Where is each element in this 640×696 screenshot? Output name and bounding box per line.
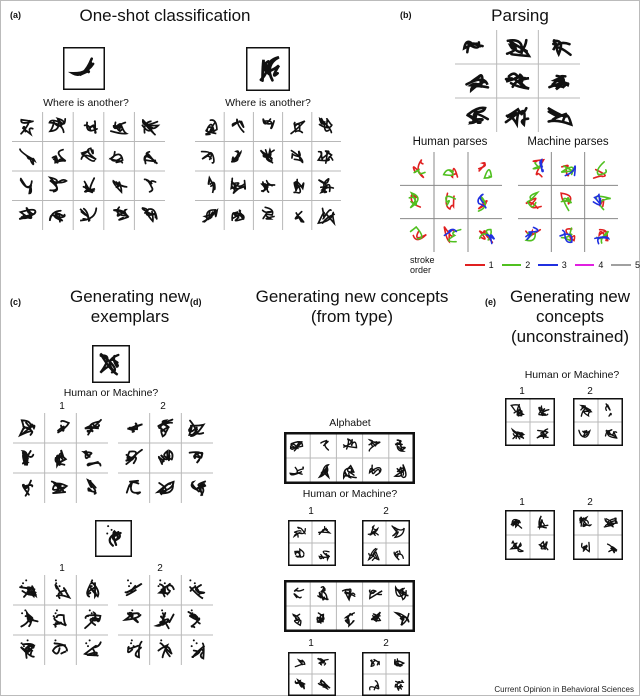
type-grid-1-option-2 (362, 520, 410, 566)
glyph-stroke (444, 170, 453, 175)
legend-swatch-5 (611, 264, 631, 266)
glyph-stroke (294, 594, 301, 598)
glyph-dot (90, 582, 92, 584)
glyph-dot (191, 609, 193, 611)
glyph-dot (55, 612, 57, 614)
type-grid-2-option-2 (362, 652, 410, 696)
glyph-stroke (295, 681, 304, 688)
legend-3: 3 (561, 260, 567, 270)
glyph-stroke (392, 526, 397, 536)
glyph-stroke (291, 121, 305, 134)
glyph-stroke (324, 441, 329, 450)
legend-swatch-3 (538, 264, 558, 266)
journal-footer: Current Opinion in Behavioral Sciences (494, 685, 634, 694)
unconstrained-grid-1-option-2 (573, 398, 623, 446)
legend-5: 5 (634, 260, 640, 270)
panel-e-title-line1: Generating new (509, 287, 631, 306)
candidate-grid-right (195, 112, 341, 230)
glyph-dot (58, 645, 60, 647)
glyph-dot (164, 615, 166, 617)
glyph-dot (194, 582, 196, 584)
panel-d-label: (d) (190, 297, 202, 307)
panel-d-option-2: 2 (383, 506, 389, 517)
glyph-dot (130, 582, 132, 584)
panel-d-option-1b: 1 (308, 638, 314, 649)
glyph-stroke (159, 428, 168, 437)
glyph-stroke (484, 170, 491, 178)
alphabet-grid-1 (284, 432, 415, 484)
machine-parses-label: Machine parses (527, 136, 609, 148)
glyph-dot (21, 612, 23, 614)
glyph-stroke (21, 179, 32, 187)
human-parses-grid (400, 152, 502, 252)
type-grid-2-option-1 (288, 652, 336, 696)
panel-d-option-2b: 2 (383, 638, 389, 649)
glyph-dot (194, 585, 196, 587)
glyph-stroke (479, 163, 486, 171)
panel-e-label: (e) (485, 297, 496, 307)
glyph-dot (192, 615, 194, 617)
grid-border (64, 48, 105, 90)
glyph-stroke (395, 684, 401, 690)
glyph-stroke (295, 660, 304, 667)
legend-4: 4 (598, 260, 604, 270)
panel-d-title-line2: (from type) (310, 307, 394, 326)
glyph-dot (159, 579, 161, 581)
glyph-dot (160, 639, 162, 641)
glyph-stroke (111, 158, 121, 162)
glyph-dot (191, 645, 193, 647)
panel-e-title-line2: concepts (535, 307, 605, 326)
glyph-stroke (88, 480, 96, 488)
panel-c-option-1b: 1 (59, 563, 65, 574)
glyph-dot (130, 615, 132, 617)
panel-a-prompt-right: Where is another? (225, 97, 311, 109)
legend-swatch-2 (502, 264, 522, 266)
legend-2: 2 (525, 260, 531, 270)
stroke-order-legend (410, 255, 640, 275)
glyph-dot (161, 609, 163, 611)
glyph-stroke (190, 452, 202, 457)
glyph-dot (59, 585, 61, 587)
panel-d-prompt: Human or Machine? (302, 488, 398, 500)
target-character-left (63, 47, 105, 90)
glyph-stroke (520, 111, 528, 125)
glyph-dot (131, 609, 133, 611)
exemplar-grid-1-option-2 (118, 413, 213, 503)
glyph-dot (87, 645, 89, 647)
glyph-stroke (593, 194, 600, 205)
glyph-dot (111, 529, 113, 531)
glyph-stroke (148, 212, 153, 222)
glyph-dot (106, 533, 108, 535)
glyph-stroke (200, 644, 204, 659)
unconstrained-grid-1-option-1 (505, 398, 555, 446)
glyph-dot (191, 612, 193, 614)
glyph-dot (27, 639, 29, 641)
glyph-dot (91, 585, 93, 587)
glyph-dot (164, 582, 166, 584)
glyph-dot (55, 579, 57, 581)
glyph-dot (193, 639, 195, 641)
panel-e-title-line3: (unconstrained) (510, 327, 630, 346)
panel-e-option-1b: 1 (519, 497, 525, 508)
glyph-stroke (192, 482, 199, 492)
glyph-dot (91, 579, 93, 581)
glyph-dot (21, 642, 23, 644)
glyph-stroke (202, 152, 212, 160)
panel-c-option-2: 2 (160, 401, 166, 412)
glyph-dot (55, 582, 57, 584)
glyph-stroke (606, 404, 610, 410)
exemplar-grid-2-option-2 (118, 575, 213, 665)
glyph-stroke (609, 413, 611, 416)
glyph-dot (54, 642, 56, 644)
panel-a-label: (a) (10, 10, 21, 20)
glyph-dot (24, 609, 26, 611)
legend-1: 1 (488, 260, 494, 270)
exemplar-grid-1-option-1 (13, 413, 108, 503)
exemplar-target-2 (95, 520, 132, 557)
legend-label: stroke order (410, 255, 435, 275)
glyph-dot (21, 585, 23, 587)
glyph-stroke (84, 451, 92, 458)
panel-d-title-line1: Generating new concepts (255, 287, 449, 306)
glyph-dot (87, 615, 89, 617)
glyph-dot (130, 642, 132, 644)
legend-swatch-1 (465, 264, 485, 266)
machine-parses-grid (518, 152, 618, 252)
glyph-stroke (295, 588, 304, 591)
candidate-grid-left (12, 112, 165, 230)
glyph-stroke (582, 542, 590, 551)
panel-a-title: One-shot classification (79, 6, 251, 25)
glyph-dot (133, 645, 135, 647)
glyph-dot (91, 612, 93, 614)
glyph-dot (22, 582, 24, 584)
exemplar-grid-2-option-1 (13, 575, 108, 665)
legend-swatch-4 (575, 264, 595, 266)
unconstrained-grid-2-option-1 (505, 510, 555, 560)
type-grid-1-option-1 (288, 520, 336, 566)
glyph-dot (189, 579, 191, 581)
glyph-dot (107, 525, 109, 527)
glyph-dot (164, 645, 166, 647)
panel-e-option-2b: 2 (587, 497, 593, 508)
glyph-stroke (127, 586, 137, 595)
panel-d-option-1: 1 (308, 506, 314, 517)
glyph-dot (159, 642, 161, 644)
panel-c-option-1: 1 (59, 401, 65, 412)
glyph-dot (89, 609, 91, 611)
glyph-dot (89, 639, 91, 641)
target-character-right (246, 47, 290, 91)
parsing-example-grid (455, 30, 580, 132)
panel-c-title-line2: exemplars (90, 307, 170, 326)
human-parses-label: Human parses (412, 136, 488, 148)
panel-c-option-2b: 2 (157, 563, 163, 574)
panel-a-prompt-left: Where is another? (43, 97, 129, 109)
glyph-stroke (136, 642, 142, 658)
glyph-dot (85, 642, 87, 644)
glyph-stroke (413, 160, 423, 178)
glyph-dot (128, 585, 130, 587)
glyph-dot (127, 579, 129, 581)
glyph-dot (56, 609, 58, 611)
glyph-dot (25, 579, 27, 581)
glyph-dot (131, 639, 133, 641)
glyph-stroke (23, 481, 31, 495)
glyph-dot (53, 615, 55, 617)
panel-e-option-1: 1 (519, 386, 525, 397)
panel-c-label: (c) (10, 297, 21, 307)
alphabet-label: Alphabet (329, 417, 371, 429)
glyph-dot (127, 612, 129, 614)
glyph-dot (23, 645, 25, 647)
panel-b-title: Parsing (491, 6, 549, 25)
glyph-stroke (539, 542, 545, 550)
panel-e-prompt: Human or Machine? (524, 369, 620, 381)
glyph-dot (25, 615, 27, 617)
panel-c-prompt: Human or Machine? (63, 387, 159, 399)
unconstrained-grid-2-option-2 (573, 510, 623, 560)
panel-e-option-2: 2 (587, 386, 593, 397)
alphabet-grid-2 (284, 580, 415, 632)
glyph-dot (54, 639, 56, 641)
panel-b-label: (b) (400, 10, 412, 20)
panel-c-title-line1: Generating new (69, 287, 191, 306)
glyph-stroke (88, 462, 101, 466)
glyph-dot (196, 642, 198, 644)
glyph-dot (158, 585, 160, 587)
glyph-dot (162, 612, 164, 614)
exemplar-target-1 (92, 345, 130, 383)
